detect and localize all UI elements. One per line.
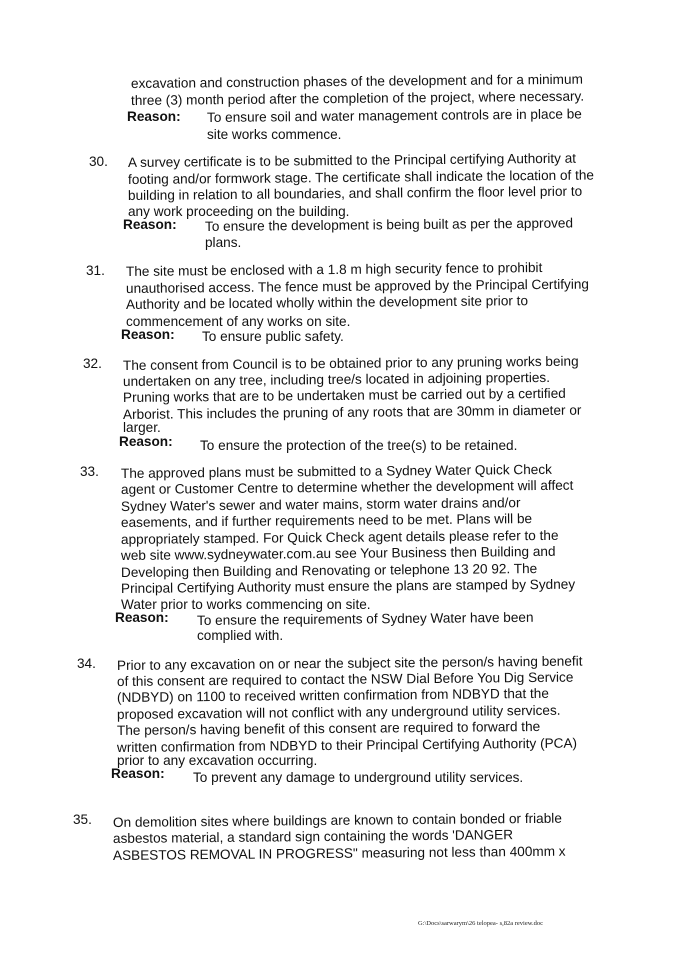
reason-text: To ensure public safety.	[202, 329, 344, 344]
condition-line: ASBESTOS REMOVAL IN PROGRESS" measuring not less than 400mm x	[112, 843, 566, 863]
reason-label: Reason:	[119, 434, 173, 449]
condition-line: Principal Certifying Authority must ensure the plans are stamped by Sydney	[120, 576, 576, 596]
condition-line: written confirmation from NDBYD to their Principal Certifying Authority (PCA)	[116, 735, 578, 755]
reason-text: plans.	[205, 235, 242, 250]
condition-number: 33.	[80, 464, 99, 479]
document-file-path: G:\Docs\sarwarym\26 telopea- s,82a review.doc	[418, 920, 544, 927]
condition-line: Prior to any excavation on or near the subject site the person/s having benefit	[116, 653, 583, 673]
reason-label: Reason:	[111, 766, 165, 781]
condition-line: easements, and if further requirements need to be met. Plans will be	[120, 511, 533, 530]
condition-number: 31.	[86, 263, 105, 278]
reason-text: To prevent any damage to underground utility services.	[193, 770, 524, 785]
condition-line: A survey certificate is to be submitted to the Principal certifying Authority at	[127, 150, 577, 170]
condition-number: 32.	[83, 356, 102, 371]
condition-line: of this consent are required to contact the NSW Dial Before You Dig Service	[116, 669, 574, 689]
reason-text: site works commence.	[207, 127, 342, 142]
condition-line: The person/s having benefit of this consent are required to forward the	[116, 718, 541, 738]
condition-line: Water prior to works commencing on site.	[121, 597, 371, 612]
condition-line: appropriately stamped. For Quick Check agent details please refer to the	[120, 527, 559, 547]
condition-line: unauthorised access. The fence must be approved by the Principal Certifying	[125, 276, 589, 296]
condition-number: 30.	[89, 154, 108, 169]
reason-text: To ensure the development is being built as per the approved	[204, 215, 574, 234]
condition-line: undertaken on any tree, including tree/s located in adjoining properties.	[122, 369, 551, 389]
reason-text: To ensure soil and water management controls are in place be	[206, 106, 582, 125]
condition-line: footing and/or formwork stage. The certificate shall indicate the location of the	[127, 167, 595, 187]
reason-text: complied with.	[197, 628, 284, 643]
condition-line: building in relation to all boundaries, and shall confirm the floor level prior to	[127, 183, 583, 203]
condition-line: commencement of any works on site.	[126, 314, 351, 329]
condition-line: The approved plans must be submitted to a Sydney Water Quick Check	[120, 461, 552, 481]
condition-line: web site www.sydneywater.com.au see Your Business then Building and	[120, 543, 556, 563]
condition-line: proposed excavation will not conflict with any underground utility services.	[116, 702, 561, 722]
condition-line: larger.	[123, 420, 161, 435]
reason-text: To ensure the protection of the tree(s) to be retained.	[200, 438, 518, 453]
reason-label: Reason:	[121, 327, 175, 342]
reason-label: Reason:	[123, 217, 177, 232]
condition-line: asbestos material, a standard sign containing the words 'DANGER	[112, 827, 514, 846]
condition-line: prior to any excavation occurring.	[117, 753, 318, 768]
condition-line: agent or Customer Centre to determine whether the development will affect	[120, 477, 574, 497]
condition-line: (NDBYD) on 1100 to received written confirmation from NDBYD that the	[116, 685, 549, 705]
condition-line: Authority and be located wholly within the development site prior to	[125, 293, 529, 312]
reason-text: To ensure the requirements of Sydney Water have been	[196, 609, 534, 628]
condition-line: Sydney Water's sewer and water mains, storm water drains and/or	[120, 495, 521, 514]
condition-line: The site must be enclosed with a 1.8 m high security fence to prohibit	[125, 260, 543, 279]
reason-label: Reason:	[127, 109, 181, 124]
continuation-line: excavation and construction phases of the development and for a minimum	[130, 71, 583, 91]
condition-line: Pruning works that are to be undertaken must be carried out by a certified	[122, 385, 566, 405]
condition-line: The consent from Council is to be obtained prior to any pruning works being	[122, 353, 579, 373]
condition-number: 34.	[77, 656, 96, 671]
condition-line: Developing then Building and Renovating or telephone 13 20 92. The	[120, 561, 538, 580]
condition-line: any work proceeding on the building.	[128, 204, 350, 219]
condition-line: On demolition sites where buildings are known to contain bonded or friable	[112, 810, 562, 830]
condition-line: Arborist. This includes the pruning of any roots that are 30mm in diameter or	[122, 402, 582, 422]
reason-label: Reason:	[115, 610, 169, 625]
continuation-line: three (3) month period after the completion of the project, where necessary.	[130, 88, 585, 108]
condition-number: 35.	[73, 812, 92, 827]
